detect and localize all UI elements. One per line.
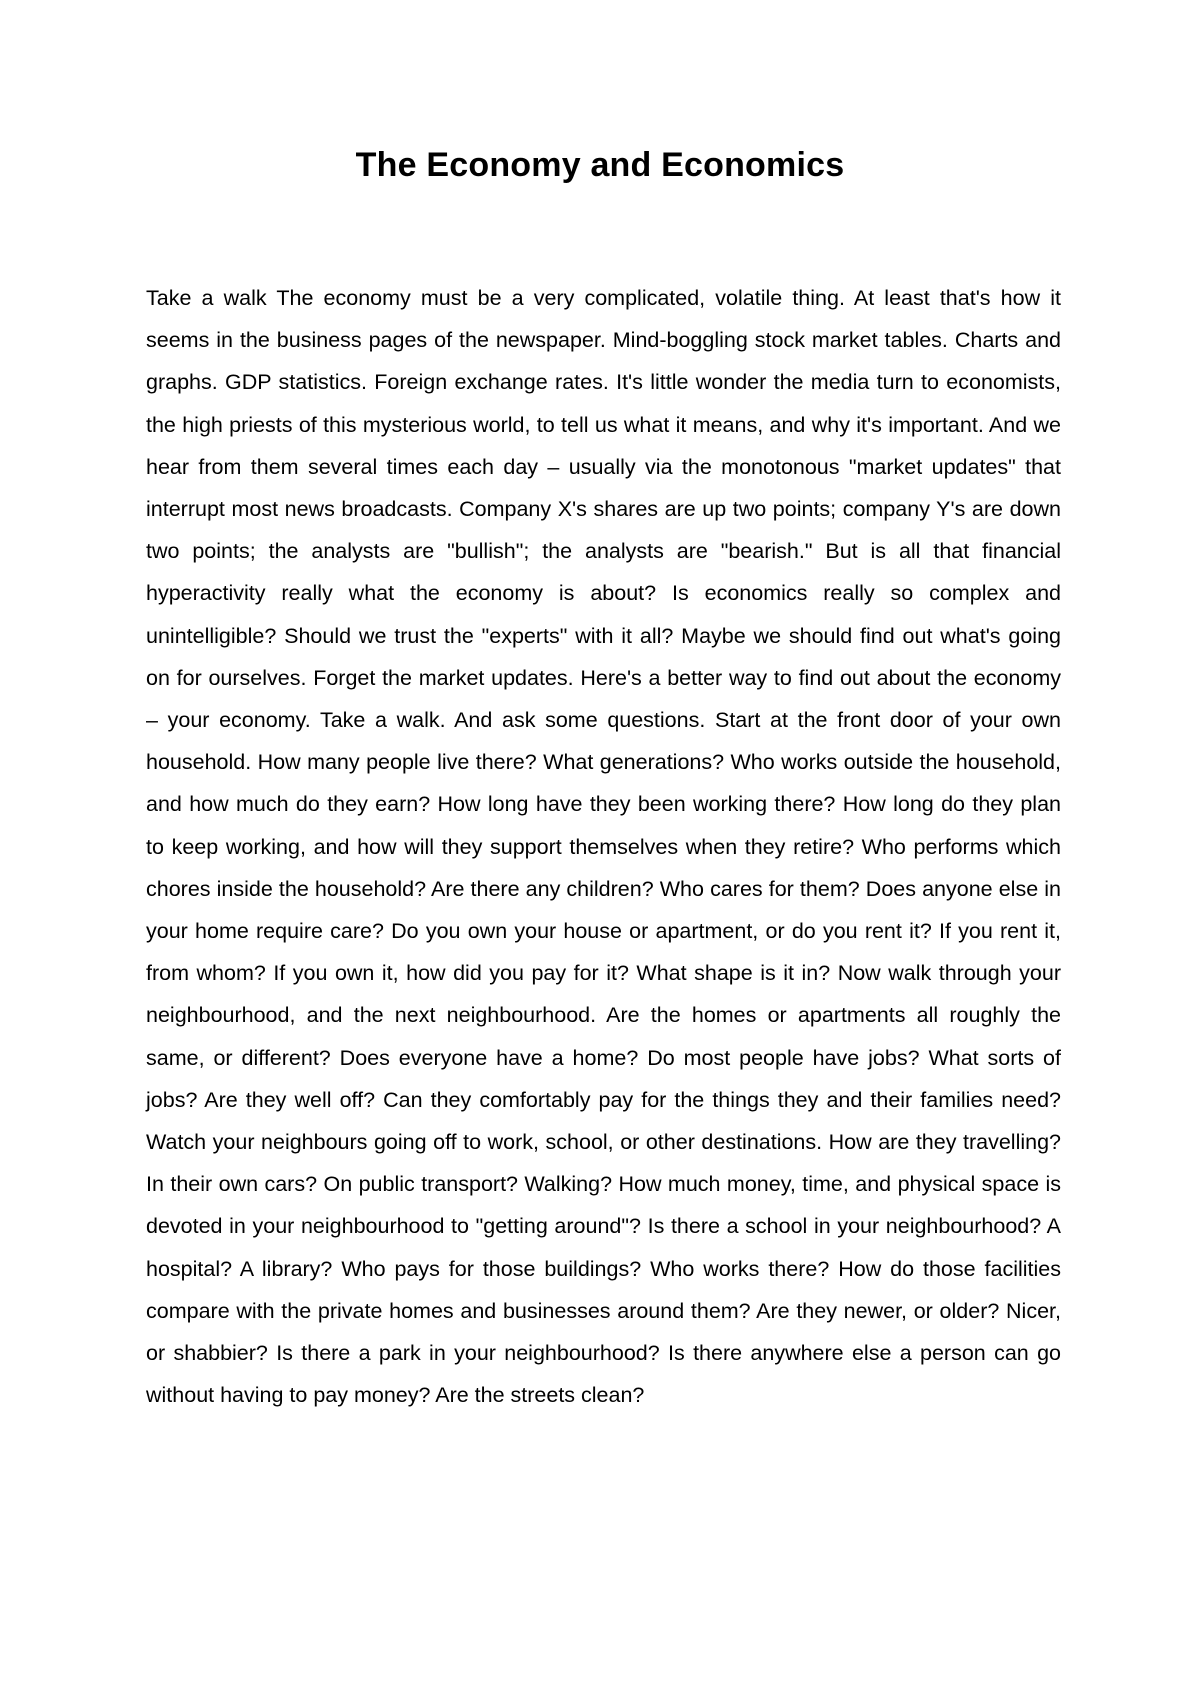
document-body-paragraph: Take a walk The economy must be a very complicated, volatile thing. At least that's how it seems in the business pages of the newspaper. Mind-boggling stock market tables. Charts and graphs. GDP statistics. Foreign exchange rates. It's little wonder the media turn to economists, the high priests of this mysterious world, to tell us what it means, and why it's important. And we hear from them several times each day – usually via the monotonous "market updates" that interrupt most news broadcasts. Company X's shares are up two points; company Y's are down two points; the analysts are "bullish"; the analysts are "bearish." But is all that financial hyperactivity really what the economy is about? Is economics really so complex and unintelligible? Should we trust the "experts" with it all? Maybe we should find out what's going on for ourselves. Forget the market updates. Here's a better way to find out about the economy – your economy. Take a walk. And ask some questions. Start at the front door of your own household. How many people live there? What generations? Who works outside the household, and how much do they earn? How long have they been working there? How long do they plan to keep working, and how will they support themselves when they retire? Who performs which chores inside the household? Are there any children? Who cares for them? Does anyone else in your home require care? Do you own your house or apartment, or do you rent it? If you rent it, from whom? If you own it, how did you pay for it? What shape is it in? Now walk through your neighbourhood, and the next neighbourhood. Are the homes or apartments all roughly the same, or different? Does everyone have a home? Do most people have jobs? What sorts of jobs? Are they well off? Can they comfortably pay for the things they and their families need? Watch your neighbours going off to work, school, or other destinations. How are they travelling? In their own cars? On public transport? Walking? How much money, time, and physical space is devoted in your neighbourhood to "getting around"? Is there a school in your neighbourhood? A hospital? A library? Who pays for those buildings? Who works there? How do those facilities compare with the private homes and businesses around them? Are they newer, or older? Nicer, or shabbier? Is there a park in your neighbourhood? Is there anywhere else a person can go without having to pay money? Are the streets clean? (146, 286, 1061, 1408)
document-title: The Economy and Economics (355, 146, 845, 184)
